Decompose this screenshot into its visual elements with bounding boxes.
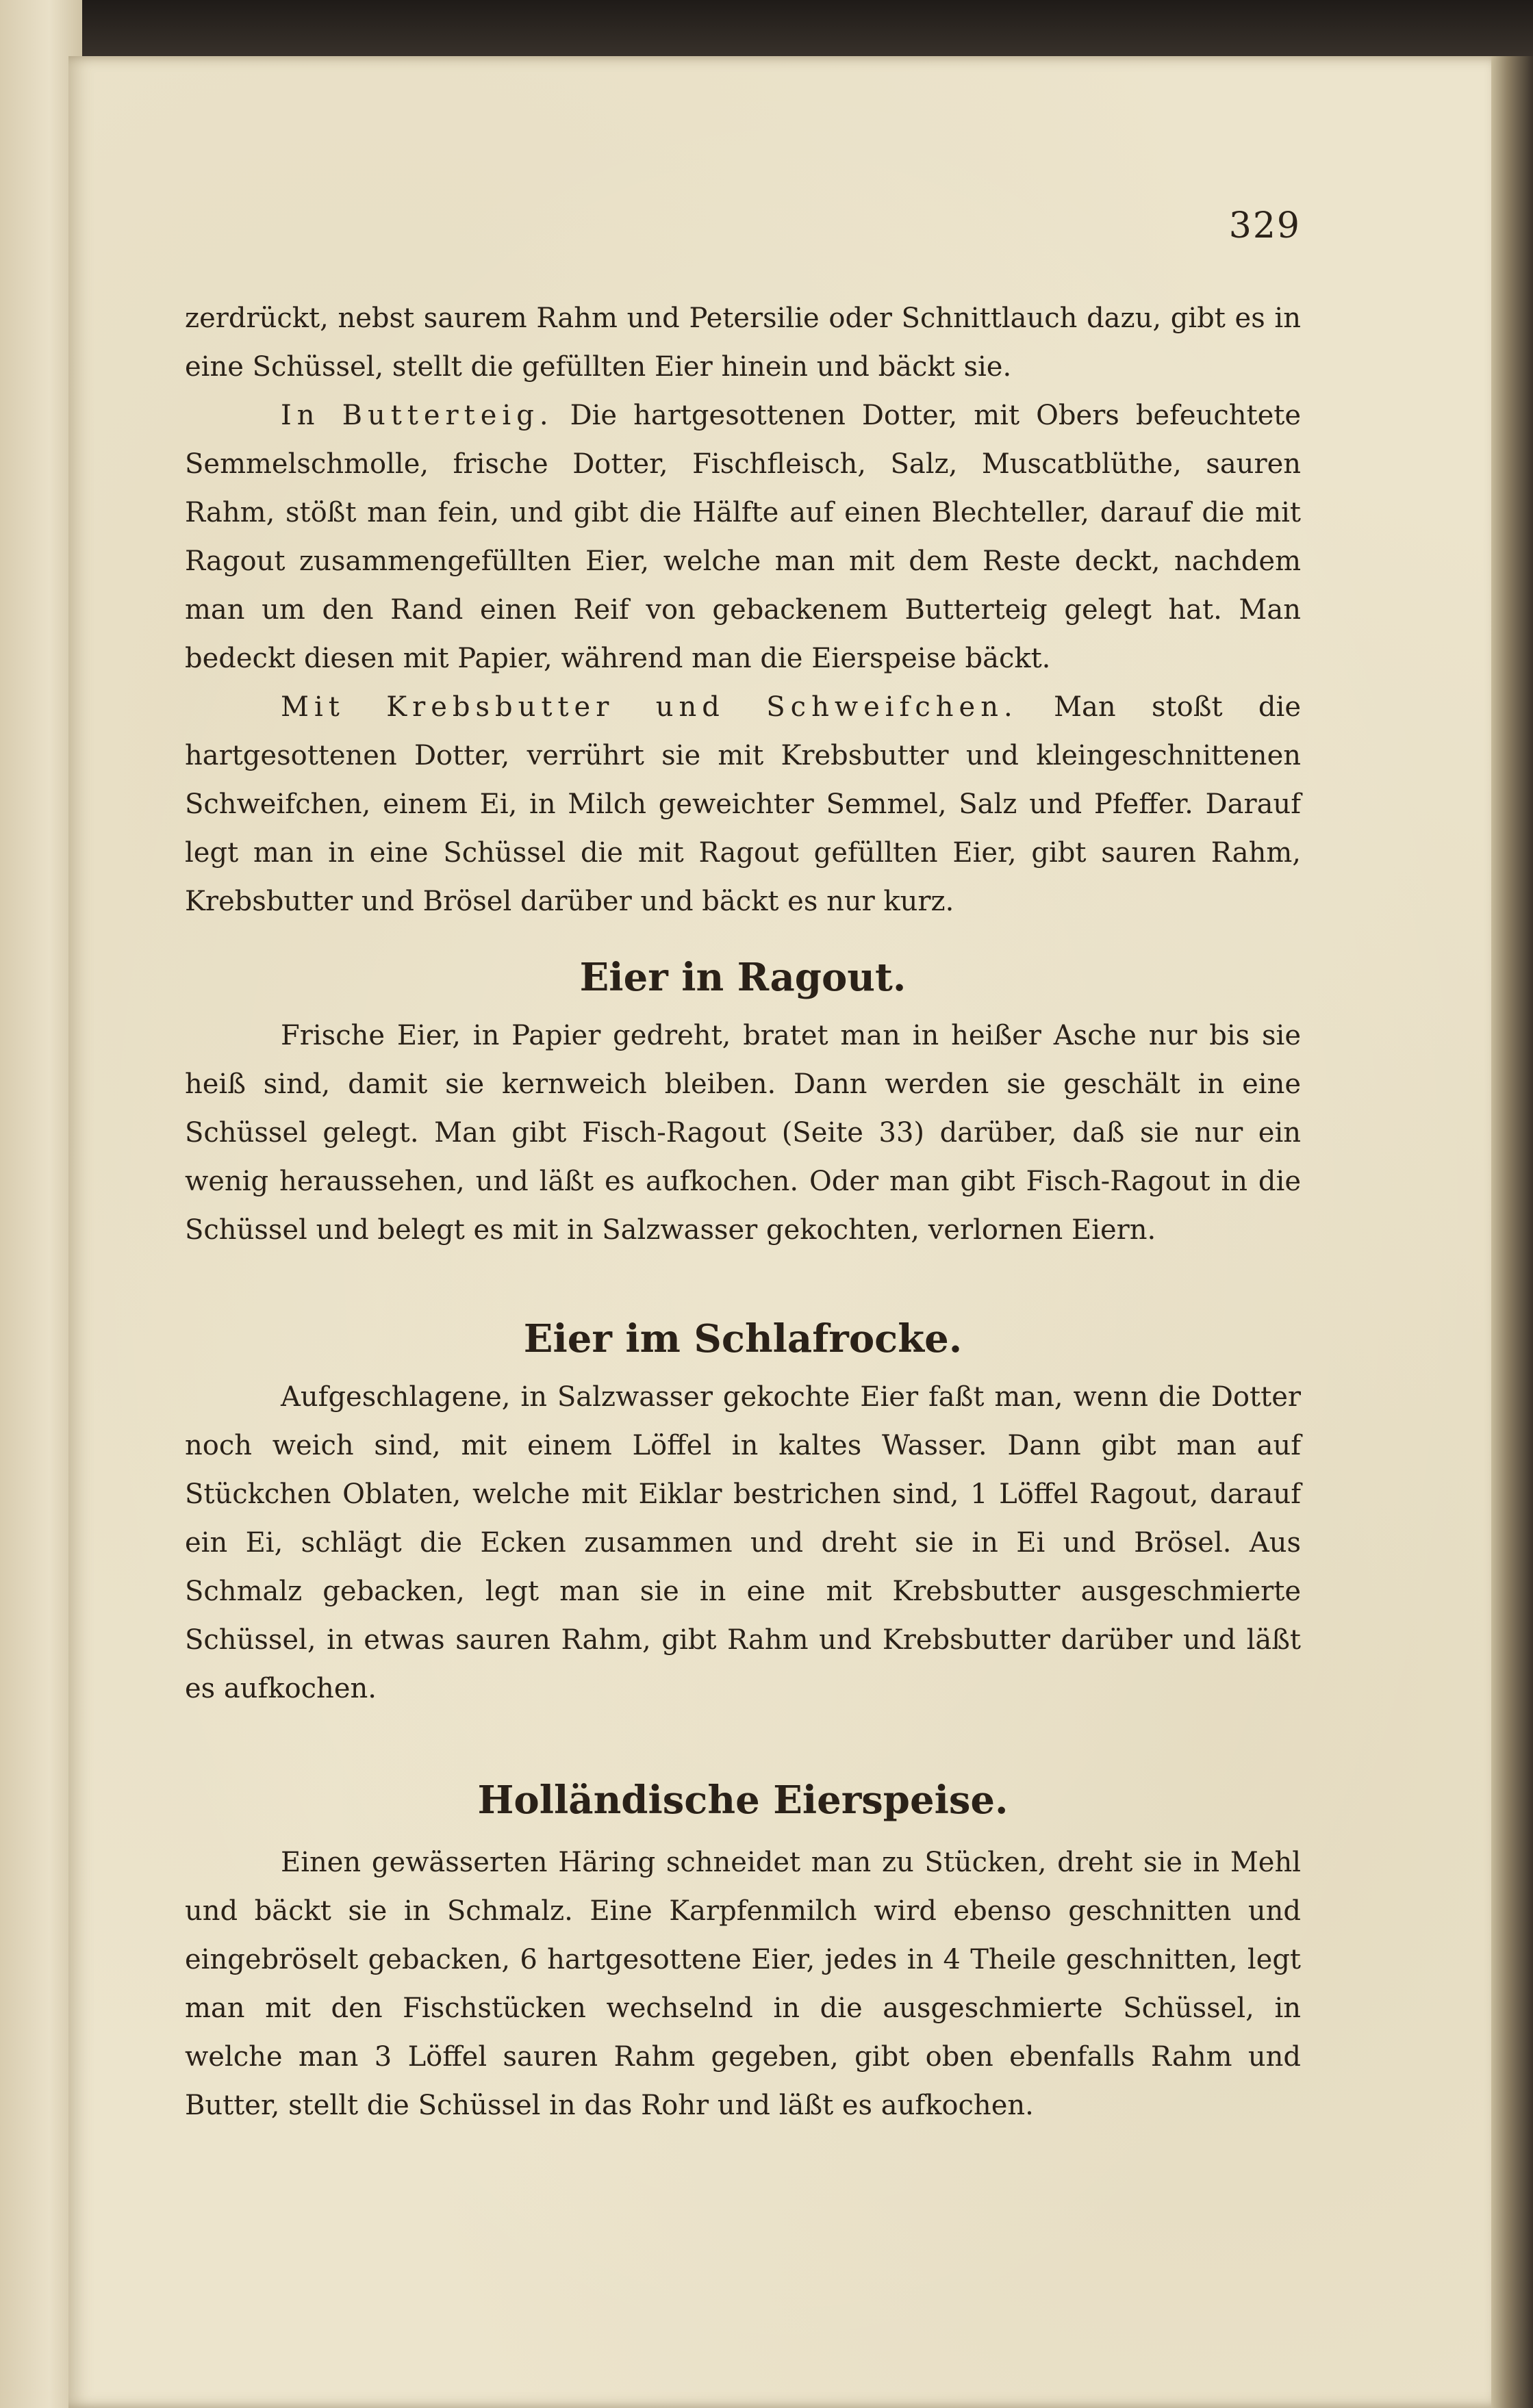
- recipe-heading: Eier in Ragout.: [579, 955, 907, 1000]
- page-edge: [1491, 56, 1533, 2408]
- paragraph-text: Die hartgesottenen Dotter, mit Obers befeuchtete Semmelschmolle, frische Dotter, Fischfleisch, Salz, Muscatblüthe, sauren Rahm, stößt man fein, und gibt die Hälfte auf einen Blechteller, darauf die mit Ragout zusammengefüllten Eier, welche man mit dem Reste deckt, nachdem man um den Rand einen Reif von gebackenem Butterteig gelegt hat. Man bedeckt diesen mit Papier, während man die Eierspeise bäckt.: [185, 400, 1302, 674]
- recipe-heading: Eier im Schlafrocke.: [523, 1316, 963, 1361]
- paragraph-text: Man stoßt die hartgesottenen Dotter, verrührt sie mit Krebsbutter und kleingeschnittenen Schweifchen, einem Ei, in Milch geweichter Semmel, Salz und Pfeffer. Darauf legt man in eine Schüssel die mit Ragout gefüllten Eier, gibt sauren Rahm, Krebsbutter und Brösel darüber und bäckt es nur kurz.: [185, 691, 1301, 917]
- recipe-heading: Holländische Eierspeise.: [477, 1778, 1009, 1823]
- paragraph-lead: Mit Krebsbutter und Schweifchen.: [281, 691, 1018, 723]
- recipe-text: Einen gewässerten Häring schneidet man zu Stücken, dreht sie in Mehl und bäckt sie in Schmalz. Eine Karpfenmilch wird ebenso geschnitten und eingebröselt gebacken, 6 hartgesottene Eier, jedes in 4 Theile geschnitten, legt man mit den Fischstücken wechselnd in die ausgeschmierte Schüssel, in welche man 3 Löffel sauren Rahm gegeben, gibt oben ebenfalls Rahm und Butter, stellt die Schüssel in das Rohr und läßt es aufkochen.: [185, 1847, 1301, 2121]
- paragraph-carryover: zerdrückt, nebst saurem Rahm und Petersilie oder Schnittlauch dazu, gibt es in eine Schüssel, stellt die gefüllten Eier hinein und bäckt sie.: [185, 303, 1301, 383]
- recipe-text: Aufgeschlagene, in Salzwasser gekochte Eier faßt man, wenn die Dotter noch weich sind, mit einem Löffel in kaltes Wasser. Dann gibt man auf Stückchen Oblaten, welche mit Eiklar bestrichen sind, 1 Löffel Ragout, darauf ein Ei, schlägt die Ecken zusammen und dreht sie in Ei und Brösel. Aus Schmalz gebacken, legt man sie in eine mit Krebsbutter ausgeschmierte Schüssel, in etwas sauren Rahm, gibt Rahm und Krebsbutter darüber und läßt es aufkochen.: [185, 1381, 1301, 1704]
- recipe-text: Frische Eier, in Papier gedreht, bratet man in heißer Asche nur bis sie heiß sind, damit sie kernweich bleiben. Dann werden sie geschält in eine Schüssel gelegt. Man gibt Fisch-Ragout (Seite 33) darüber, daß sie nur ein wenig heraussehen, und läßt es aufkochen. Oder man gibt Fisch-Ragout in die Schüssel und belegt es mit in Salzwasser gekochten, verlornen Eiern.: [185, 1020, 1301, 1246]
- paragraph-krebsbutter: [185, 683, 1301, 926]
- page-number: 329: [1228, 205, 1301, 246]
- page-body: [185, 294, 1301, 2130]
- scan-background-top: [0, 0, 1533, 62]
- paragraph-lead: In Butterteig.: [281, 400, 554, 431]
- paragraph-butterteig: [185, 392, 1301, 683]
